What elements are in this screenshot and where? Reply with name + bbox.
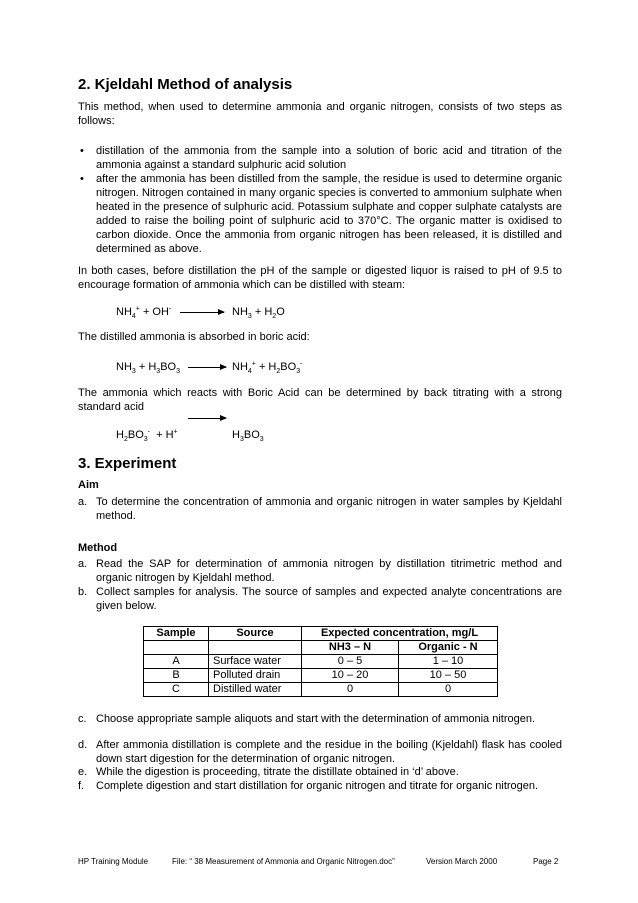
table-cell [209, 641, 302, 655]
equation-1-products: $NH_3 + H_2O$ [232, 306, 285, 321]
table-header: Source [209, 627, 302, 641]
footer-version: Version March 2000 [426, 857, 498, 866]
method-marker: c. [78, 713, 87, 725]
method-item: After ammonia distillation is complete and the residue in the boiling (Kjeldahl) flask has cooled down start digestion for the determination of organic nitrogen. [96, 739, 562, 765]
table-cell [144, 641, 209, 655]
reaction-arrow [188, 418, 226, 419]
table-subheader: NH3 – N [302, 641, 399, 655]
bullet-item: distillation of the ammonia from the sample into a solution of boric acid and titration of the ammonia against a standard sulphuric acid solution [96, 145, 562, 171]
boric-paragraph: The distilled ammonia is absorbed in boric acid: [78, 331, 310, 343]
table-cell: A [144, 655, 209, 669]
table-cell: C [144, 683, 209, 697]
reaction-arrow [188, 367, 226, 368]
table-cell: 0 [399, 683, 498, 697]
table-cell: Polluted drain [209, 669, 302, 683]
section-3-heading: 3. Experiment [78, 455, 177, 472]
table-cell: 10 – 20 [302, 669, 399, 683]
table-header: Expected concentration, mg/L [302, 627, 498, 641]
method-item: Choose appropriate sample aliquots and start with the determination of ammonia nitrogen. [96, 713, 536, 725]
table-cell: 1 – 10 [399, 655, 498, 669]
bullet-icon: • [80, 145, 84, 157]
method-item: While the digestion is proceeding, titrate the distillate obtained in ‘d’ above. [96, 766, 459, 778]
table-row [144, 669, 498, 683]
method-marker: a. [78, 558, 88, 570]
footer-file: File: “ 38 Measurement of Ammonia and Organic Nitrogen.doc” [172, 857, 395, 866]
titrate-paragraph: The ammonia which reacts with Boric Acid can be determined by back titrating with a strong standard acid [78, 387, 562, 413]
table-cell: 0 [302, 683, 399, 697]
section-2-intro: This method, when used to determine ammonia and organic nitrogen, consists of two steps as follows: [78, 101, 562, 127]
equation-3-reactants: $H_2BO_3^- + H^+$ [116, 428, 178, 444]
aim-marker: a. [78, 496, 88, 508]
table-subheader: Organic - N [399, 641, 498, 655]
method-marker: b. [78, 586, 88, 598]
method-item: Read the SAP for determination of ammonia nitrogen by distillation titrimetric method and organic nitrogen by Kjeldahl method. [96, 558, 562, 584]
equation-2-reactants: $NH_3 + H_3BO_3$ [116, 361, 180, 376]
equation-1-reactants: $NH_4^+ + OH^-$ [116, 305, 172, 321]
aim-item: To determine the concentration of ammonia and organic nitrogen in water samples by Kjeldahl method. [96, 496, 562, 522]
equation-3-products: $H_3BO_3$ [232, 429, 264, 444]
method-item: Collect samples for analysis. The source of samples and expected analyte concentrations are given below. [96, 586, 562, 612]
table-cell: 10 – 50 [399, 669, 498, 683]
section-2-heading: 2. Kjeldahl Method of analysis [78, 76, 293, 93]
method-label: Method [78, 542, 118, 554]
table-row [144, 655, 498, 669]
method-marker: d. [78, 739, 88, 751]
method-marker: f. [78, 780, 85, 792]
aim-label: Aim [78, 479, 99, 491]
table-subheader-row [144, 641, 498, 655]
equation-2-products: $NH_4^+ + H_2BO_3^-$ [232, 360, 303, 376]
table-header-row [144, 627, 498, 641]
table-cell: 0 – 5 [302, 655, 399, 669]
samples-table [143, 626, 498, 697]
table-header: Sample [144, 627, 209, 641]
reaction-arrow [180, 312, 224, 313]
method-marker: e. [78, 766, 88, 778]
bullet-item: after the ammonia has been distilled from the sample, the residue is used to determine organic nitrogen. Nitrogen contained in many organic species is converted to ammonium sulphate when heated in the presence of sulphuric acid. Potassium sulphate and copper sulphate catalysts are added to raise the boiling point of sulphuric acid to 370°C. The organic matter is oxidised to carbon dioxide. Once the ammonia from organic nitrogen has been released, it is distilled and determined as above. [96, 173, 562, 255]
method-item: Complete digestion and start distillation for organic nitrogen and titrate for organic nitrogen. [96, 780, 539, 792]
bullet-icon: • [80, 173, 84, 185]
footer-page: Page 2 [533, 857, 559, 866]
table-cell: B [144, 669, 209, 683]
footer-module: HP Training Module [78, 857, 149, 866]
table-cell: Surface water [209, 655, 302, 669]
ph-paragraph: In both cases, before distillation the pH of the sample or digested liquor is raised to pH of 9.5 to encourage formation of ammonia which can be distilled with steam: [78, 265, 562, 291]
table-cell: Distilled water [209, 683, 302, 697]
table-row [144, 683, 498, 697]
